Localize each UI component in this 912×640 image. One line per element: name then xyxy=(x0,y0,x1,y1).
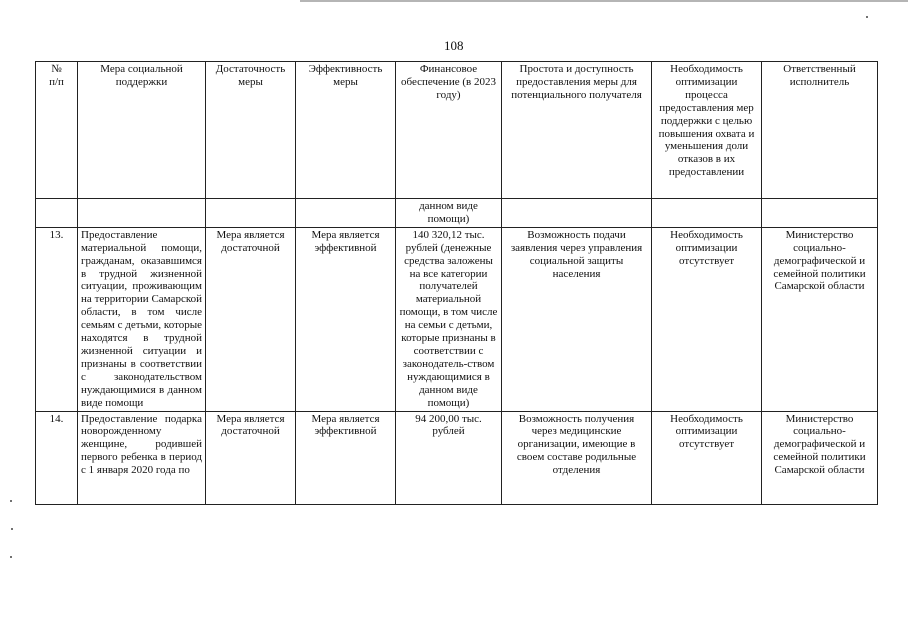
cell-responsible xyxy=(762,411,878,504)
cell-number: 13. xyxy=(36,227,78,411)
table-header-row xyxy=(36,62,878,199)
cell-sufficiency-text: Мера является достаточной xyxy=(216,412,285,438)
cell-responsible-text: Министерство социально-демографической и семейной политики Самарской области xyxy=(773,412,866,477)
table-row-continuation xyxy=(36,199,878,228)
header-finance: Финансовое обеспечение (в 2023 году) xyxy=(396,62,502,199)
table-row xyxy=(36,411,878,504)
scan-speck xyxy=(866,16,868,18)
header-measure: Мера социальной поддержки xyxy=(78,62,206,199)
social-support-table xyxy=(35,61,878,505)
cell-optimization: Необходимость оптимизации отсутствует xyxy=(652,227,762,411)
cell-empty xyxy=(78,199,206,228)
cell-measure xyxy=(78,411,206,504)
scan-speck xyxy=(10,556,12,558)
scan-speck xyxy=(11,528,13,530)
cell-measure: Предоставление материальной помощи, гражданам, оказавшимся в трудной жизненной ситуации, проживающим на территории Самарской области, в том числе семьям с детьми, которые находятся в трудной жизненной ситуации и признаны в соответствии с законодательством нуждающимися в данном виде помощи xyxy=(78,227,206,411)
table-row xyxy=(36,227,878,411)
cell-effectiveness xyxy=(296,411,396,504)
cell-accessibility-text: Возможность получения через медицинские организации, имеющие в своем составе родильные отделения xyxy=(516,412,637,477)
cell-optimization xyxy=(652,411,762,504)
cell-number xyxy=(36,411,78,504)
cell-finance xyxy=(396,411,502,504)
cell-finance: 140 320,12 тыс. рублей (денежные средства заложены на все категории получателей материальной помощи, в том числе на семьи с детьми, которые признаны в соответствии с законодатель-ством нуждающимися в данном виде помощи) xyxy=(396,227,502,411)
header-number: № п/п xyxy=(36,62,78,199)
header-responsible: Ответственный исполнитель xyxy=(762,62,878,199)
cell-empty xyxy=(206,199,296,228)
cell-responsible: Министерство социально-демографической и семейной политики Самарской области xyxy=(762,227,878,411)
header-accessibility: Простота и доступность предоставления меры для потенциального получателя xyxy=(502,62,652,199)
scan-top-rule xyxy=(300,0,908,2)
cell-sufficiency: Мера является достаточной xyxy=(206,227,296,411)
cell-finance-text: 94 200,00 тыс. рублей xyxy=(415,412,482,438)
header-sufficiency: Достаточность меры xyxy=(206,62,296,199)
cell-accessibility xyxy=(502,411,652,504)
cell-empty xyxy=(762,199,878,228)
header-optimization: Необходимость оптимизации процесса предоставления мер поддержки с целью повышения охвата и уменьшения доли отказов в их предоставлении xyxy=(652,62,762,199)
cell-effectiveness: Мера является эффективной xyxy=(296,227,396,411)
cell-empty xyxy=(652,199,762,228)
cell-sufficiency xyxy=(206,411,296,504)
cell-empty xyxy=(502,199,652,228)
cell-optimization-text: Необходимость оптимизации отсутствует xyxy=(670,412,743,451)
header-effectiveness: Эффективность меры xyxy=(296,62,396,199)
cell-accessibility: Возможность подачи заявления через управления социальной защиты населения xyxy=(502,227,652,411)
cell-empty xyxy=(36,199,78,228)
page-number: 108 xyxy=(444,38,464,53)
scan-speck xyxy=(10,500,12,502)
cell-empty xyxy=(296,199,396,228)
cell-finance-continuation: данном виде помощи) xyxy=(396,199,502,228)
cell-number-text: 14. xyxy=(49,412,64,425)
cell-measure-text: Предоставление подарка новорожденному женщине, родившей первого ребенка в период с 1 января 2020 года по xyxy=(81,412,202,477)
cell-effectiveness-text: Мера является эффективной xyxy=(311,412,380,438)
